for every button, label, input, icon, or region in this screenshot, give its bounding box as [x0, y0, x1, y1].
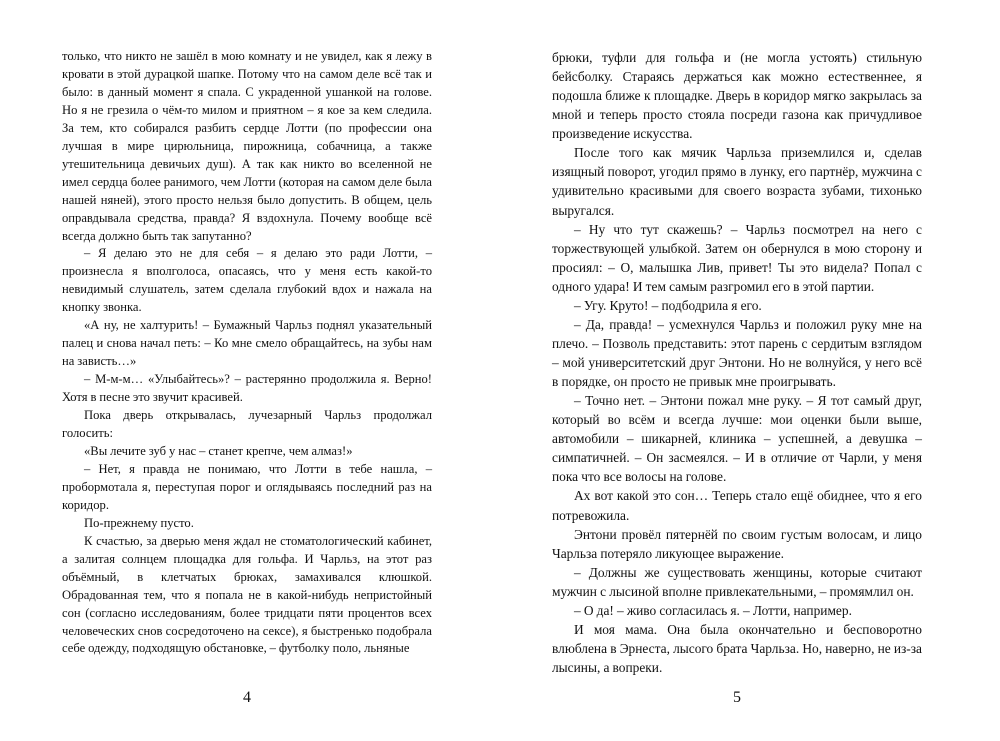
paragraph: К счастью, за дверью меня ждал не стоматологический кабинет, а залитая солнцем площадка для гольфа. И Чарльз, на этот раз объёмный, в клетчатых брюках, замахивался клюшкой. Обрадованная тем, что я попала не в какой-нибудь непристойный сон (согласно исследованиям, более тридцати пяти процентов всех человеческих снов сосредоточено на сексе), я быстренько подобрала себе одежду, подходящую обстановке, – футболку поло, льняные — [62, 533, 432, 656]
paragraph: Пока дверь открывалась, лучезарный Чарльз продолжал голосить: — [62, 408, 432, 441]
paragraph: – Угу. Круто! – подбодрила я его. — [574, 297, 762, 313]
paragraph: – Должны же существовать женщины, которые считают мужчин с лысиной вполне привлекательными, – промямлил он. — [552, 564, 922, 599]
paragraph: По-прежнему пусто. — [84, 515, 194, 530]
paragraph: Энтони провёл пятернёй по своим густым волосам, и лицо Чарльза потеряло ликующее выражение. — [552, 526, 922, 561]
paragraph: – Точно нет. – Энтони пожал мне руку. – Я тот самый друг, который во всём и всегда лучше: мои оценки были выше, автомобили – шикарней, клиника – успешней, а девушка – симпатичней. – Он засмеялся. – И в отличие от Чарли, у меня пока что все волосы на голове. — [552, 393, 922, 485]
paragraph: «А ну, не халтурить! – Бумажный Чарльз поднял указательный палец и снова начал петь: – Ко мне смело обращайтесь, на зубы нам на зависть…» — [62, 318, 432, 369]
paragraph: «Вы лечите зуб у нас – станет крепче, чем алмаз!» — [84, 443, 353, 458]
paragraph: Ах вот какой это сон… Теперь стало ещё обиднее, что я его потревожила. — [552, 488, 922, 523]
paragraph: – Я делаю это не для себя – я делаю это ради Лотти, – произнесла я вполголоса, опасаясь, что у меня есть какой-то невидимый слушатель, затем сделала глубокий вдох и нажала на кнопку звонка. — [62, 246, 432, 315]
paragraph: – Да, правда! – усмехнулся Чарльз и положил руку мне на плечо. – Позволь представить: этот парень с сердитым взглядом – мой университетский друг Энтони. Но не волнуйся, у него всё в порядке, он просто не привык мне проигрывать. — [552, 316, 922, 390]
paragraph: только, что никто не зашёл в мою комнату и не увидел, как я лежу в кровати в этой дурацкой шапке. Потому что на самом деле всё так и было: в данный момент я спала. С украденной ушанкой на голове. Но я не грезила о чём-то милом и приятном – я кое за кем следила. За тем, кто собирался разбить сердце Лотти (по профессии она лучшая в мире цирюльница, пирожница, собачница, а также утешительница девичьих душ). А так как никто во вселенной не имел сердца более ранимого, чем Лотти (которая на самом деле была нашей няней), этого просто нельзя было допустить. В общем, цель оправдывала средства, правда? Я вздохнула. Почему вообще всё всегда должно быть так запутанно? — [62, 49, 432, 243]
paragraph: брюки, туфли для гольфа и (не могла устоять) стильную бейсболку. Стараясь держаться как можно естественнее, я подошла ближе к площадке. Дверь в коридор мягко закрылась за мной и теперь просто стояла посреди газона как причудливое произведение искусства. — [552, 50, 922, 142]
paragraph: – Ну что тут скажешь? – Чарльз посмотрел на него с торжествующей улыбкой. Затем он обернулся в мою сторону и просиял: – О, малышка Лив, привет! Ты это видела? Попал с одного удара! И тем самым разгромил его в этой партии. — [552, 221, 922, 294]
paragraph: – О да! – живо согласилась я. – Лотти, например. — [574, 602, 852, 618]
page-number-right: 5 — [733, 689, 741, 706]
paragraph: И моя мама. Она была окончательно и бесповоротно влюблена в Эрнеста, лысого брата Чарльза. Но, наверно, не из-за лысины, а вопреки. — [552, 621, 922, 675]
paragraph: – М-м-м… «Улыбайтесь»? – растерянно продолжила я. Верно! Хотя в песне это звучит красивей. — [62, 372, 432, 405]
left-page — [62, 48, 432, 658]
paragraph: – Нет, я правда не понимаю, что Лотти в тебе нашла, – пробормотала я, переступая порог и оглядываясь последний раз на коридор. — [62, 461, 432, 512]
right-page — [552, 48, 922, 677]
page-number-left: 4 — [243, 689, 251, 706]
paragraph: После того как мячик Чарльза приземлился и, сделав изящный поворот, угодил прямо в лунку, его партнёр, мужчина с удивительно красивыми для своего возраста зубами, тихонько выругался. — [552, 145, 922, 218]
